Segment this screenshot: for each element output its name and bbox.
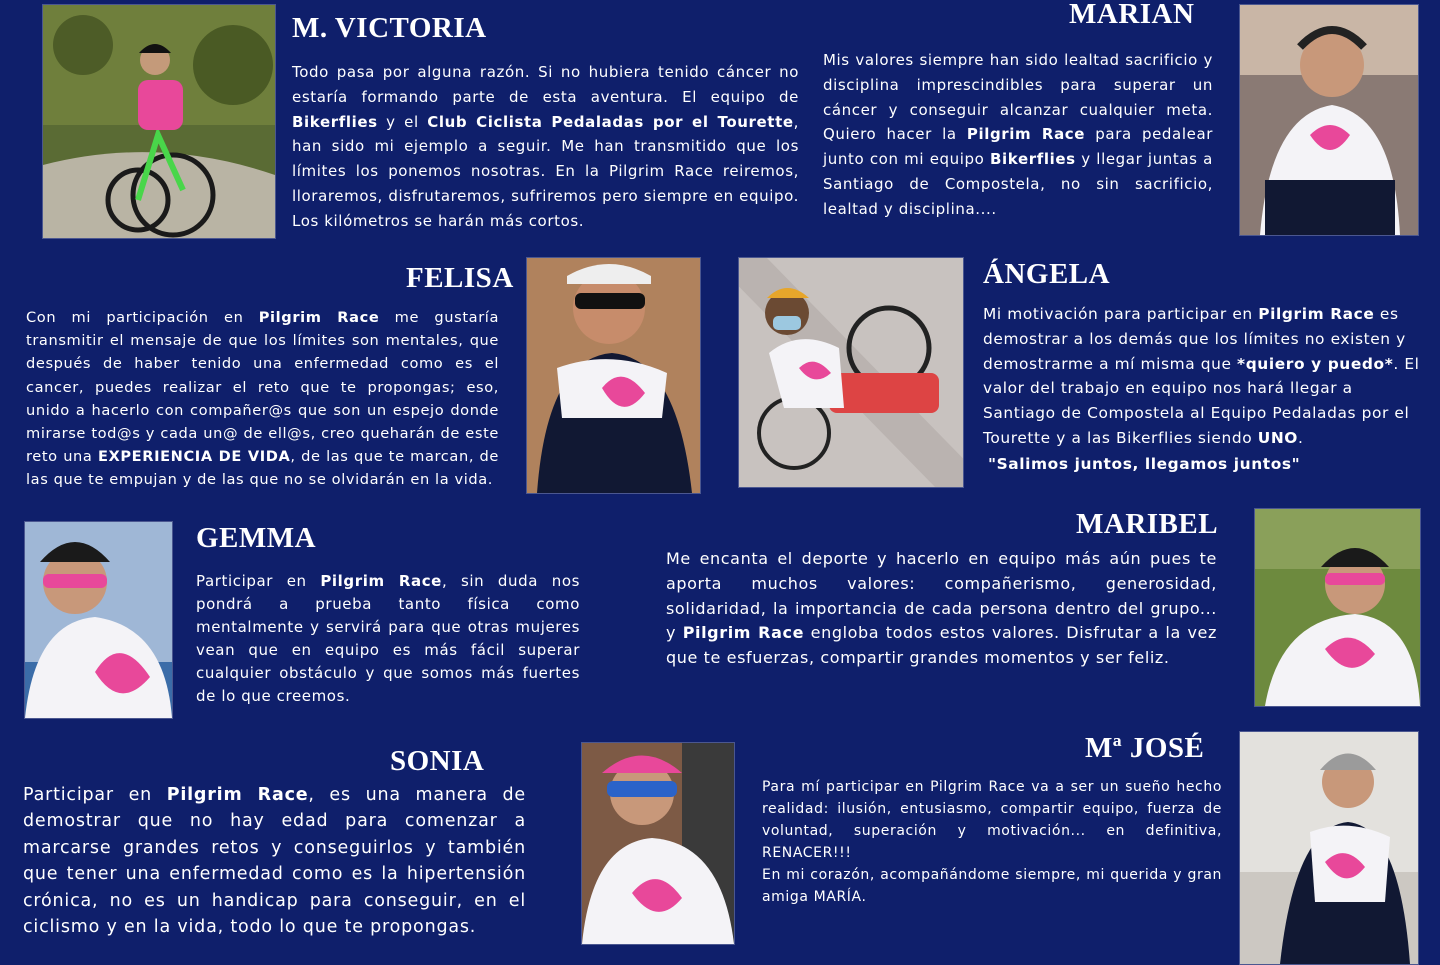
bold-text: Pilgrim Race (1258, 305, 1375, 323)
profile-text-marian (823, 48, 1213, 222)
profile-text2-ma-jose: En mi corazón, acompañándome siempre, mi querida y gran amiga MARÍA. (762, 867, 1222, 905)
m-victoria-photo (42, 4, 276, 239)
bold-text: *quiero y puedo* (1237, 354, 1394, 373)
profile-text-maribel (666, 547, 1217, 671)
bold-text: Club Ciclista Pedaladas por el Tourette (427, 112, 794, 131)
marian-photo (1239, 4, 1419, 236)
text-segment: Con mi participación en (26, 309, 259, 326)
text-segment: Mis valores siempre han sido lealtad sacrificio y disciplina imprescindibles para superar un cáncer y conseguir alcanzar cualquier meta. Quiero hacer la (823, 51, 1213, 144)
bold-text: EXPERIENCIA DE VIDA (97, 448, 291, 466)
bold-text: Pilgrim Race (966, 125, 1086, 144)
text-segment: me gustaría transmitir el mensaje de que los límites son mentales, que después de haber tenido una enfermedad como es el cancer, puedes realizar el reto que te propongas; eso, unido a hacerlo con compañer@s que son un espejo donde mirarse tod@s y cada un@ de ell@s, creo queharán de este reto una (26, 309, 500, 466)
text-segment: , han sido mi ejemplo a seguir. Me han transmitido que los límites los ponemos nosotras. En la Pilgrim Race reiremos, lloraremos, disfrutaremos, sufriremos pero siempre en equipo. Los kilómetros se harán más cortos. (292, 112, 800, 230)
bold-text: UNO (1257, 428, 1298, 447)
ma-jose-photo (1239, 731, 1419, 965)
profile-name-felisa: FELISA (406, 262, 514, 294)
text-segment: para pedalear junto con mi equipo (823, 125, 1213, 169)
text-segment: . (1298, 428, 1304, 447)
text-segment: , de las que te marcan, de las que te empujan y de las que no se olvidarán en la vida. (26, 448, 500, 489)
bold-text: Pilgrim Race (258, 309, 380, 326)
text-segment: Todo pasa por alguna razón. Si no hubiera tenido cáncer no estaría formando parte de esta aventura. El equipo de (292, 63, 799, 106)
text-segment: engloba todos estos valores. Disfrutar a la vez que te esfuerzas, compartir grandes momentos y ser feliz. (666, 623, 1218, 668)
profile-text-gemma (196, 570, 580, 708)
text-segment: es demostrar a los demás que los límites no existen y demostrarme a mí misma que (983, 305, 1406, 373)
sonia-photo (581, 742, 735, 945)
bold-text: Bikerflies (990, 150, 1076, 169)
text-segment: , sin duda nos pondrá a prueba tanto física como mentalmente y servirá para que otras mujeres vean que en equipo es más fácil superar cualquier obstáculo y que somos más fuertes de lo que creemos. (196, 572, 581, 705)
text-segment: Mi motivación para participar en (983, 305, 1259, 323)
text-segment: . El valor del trabajo en equipo nos hará llegar a Santiago de Compostela al Equipo Pedaladas por el Tourette y a las Bikerflies siendo (983, 354, 1420, 447)
bold-text: Pilgrim Race (320, 572, 442, 590)
profile-name-m-victoria: M. VICTORIA (292, 12, 487, 44)
text-segment: Me encanta el deporte y hacerlo en equipo más aún pues te aporta muchos valores: compañerismo, generosidad, solidaridad, la importancia de cada persona dentro del grupo... y (666, 549, 1217, 643)
angela-photo (738, 257, 964, 488)
maribel-photo (1254, 508, 1421, 707)
felisa-photo (526, 257, 701, 494)
text-segment: , es una manera de demostrar que no hay edad para comenzar a marcarse grandes retos y conseguirlos y también que tener una enfermedad como es la hipertensión crónica, no es un handicap para conseguir, en el ciclismo y en la vida, todo lo que te propongas. (23, 785, 527, 938)
profile-name-gemma: GEMMA (196, 522, 317, 554)
profile-text-angela (983, 302, 1423, 451)
text-segment: y llegar juntas a Santiago de Compostela, no sin sacrificio, lealtad y disciplina.... (823, 150, 1213, 218)
text-segment: y el (377, 112, 428, 131)
profile-name-maribel: MARIBEL (1076, 508, 1219, 540)
bold-text: Pilgrim Race (682, 623, 805, 643)
profile-text-felisa (26, 306, 499, 492)
text-segment: Participar en (23, 785, 167, 805)
profile-name-ma-jose: Mª JOSÉ (1085, 732, 1205, 764)
bold-text: Pilgrim Race (166, 785, 309, 805)
profile-text-sonia (23, 782, 526, 940)
text-segment: Participar en (196, 572, 321, 590)
profile-name-marian: MARIAN (1069, 0, 1195, 30)
text-segment: Para mí participar en Pilgrim Race va a ser un sueño hecho realidad: ilusión, entusiasmo, compartir equipo, fuerza de voluntad, superación y motivación... en definitiva, RENACER!!! (762, 779, 1222, 861)
profile-name-angela: ÁNGELA (983, 258, 1111, 290)
bold-text: Bikerflies (292, 112, 378, 131)
profile-text-ma-jose (762, 776, 1222, 864)
gemma-photo (24, 521, 173, 719)
profile-name-sonia: SONIA (390, 745, 485, 777)
angela-quote: "Salimos juntos, llegamos juntos" (988, 455, 1301, 473)
profile-text-m-victoria (292, 60, 799, 234)
